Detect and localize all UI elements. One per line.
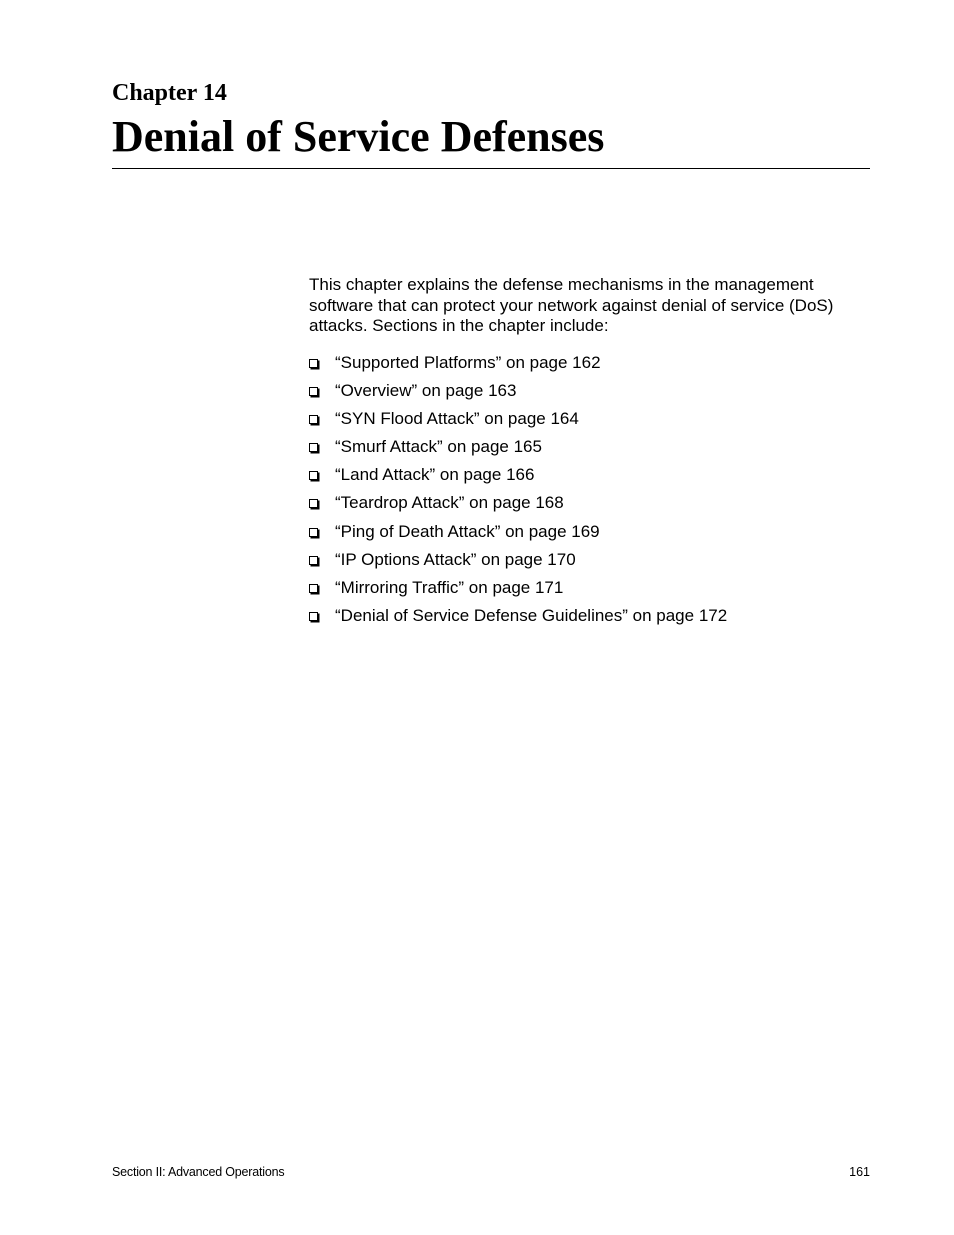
checkbox-bullet-icon: [309, 612, 318, 621]
checkbox-bullet-icon: [309, 415, 318, 424]
list-item: [309, 408, 727, 436]
checkbox-bullet-icon: [309, 499, 318, 508]
list-item: [309, 464, 727, 492]
chapter-label: Chapter 14: [112, 80, 227, 106]
list-item: [309, 549, 727, 577]
list-item: [309, 577, 727, 605]
list-item: [309, 492, 727, 520]
footer-section-label: Section II: Advanced Operations: [112, 1165, 285, 1179]
section-link[interactable]: “Ping of Death Attack” on page 169: [335, 521, 600, 541]
section-link[interactable]: “Supported Platforms” on page 162: [335, 353, 601, 372]
section-link[interactable]: “Smurf Attack” on page 165: [335, 437, 542, 457]
chapter-title: Denial of Service Defenses: [112, 112, 605, 161]
checkbox-bullet-icon: [309, 387, 318, 396]
checkbox-bullet-icon: [309, 556, 318, 565]
section-list: [309, 352, 727, 633]
checkbox-bullet-icon: [309, 584, 318, 593]
list-item: [309, 352, 727, 380]
section-link[interactable]: “Teardrop Attack” on page 168: [335, 493, 564, 513]
section-link[interactable]: “Denial of Service Defense Guidelines” on page 172: [335, 605, 728, 625]
footer-page-number: 161: [849, 1165, 870, 1179]
section-link[interactable]: “Land Attack” on page 166: [335, 465, 535, 485]
section-link[interactable]: “Mirroring Traffic” on page 171: [335, 577, 564, 597]
list-item: [309, 436, 727, 464]
checkbox-bullet-icon: [309, 359, 318, 368]
list-item: [309, 605, 727, 633]
section-link[interactable]: “SYN Flood Attack” on page 164: [335, 409, 579, 429]
checkbox-bullet-icon: [309, 443, 318, 452]
title-divider: [112, 168, 870, 169]
checkbox-bullet-icon: [309, 528, 318, 537]
section-link[interactable]: “IP Options Attack” on page 170: [335, 549, 576, 569]
list-item: [309, 521, 727, 549]
intro-paragraph: This chapter explains the defense mechanisms in the management software that can protect your network against denial of service (DoS) attacks. Sections in the chapter include:: [309, 275, 834, 335]
checkbox-bullet-icon: [309, 471, 318, 480]
section-link[interactable]: “Overview” on page 163: [335, 381, 517, 401]
list-item: [309, 380, 727, 408]
